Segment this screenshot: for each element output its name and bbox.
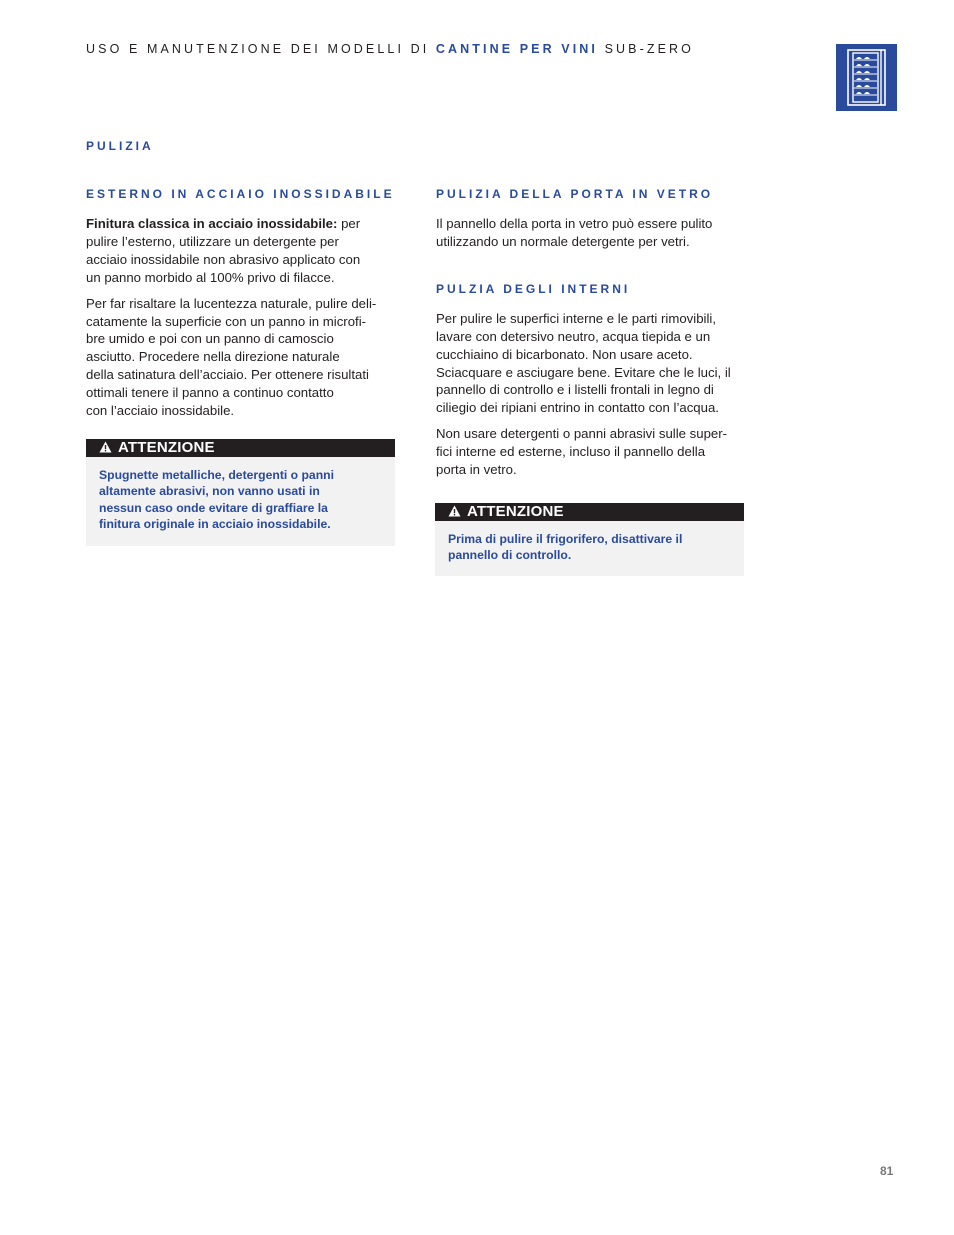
text-line: della satinatura dell’acciaio. Per ottenere risultati	[86, 367, 369, 383]
text-line: catamente la superficie con un panno in microfi-	[86, 313, 367, 329]
text-line: Non usare detergenti o panni abrasivi sulle super-	[436, 426, 728, 442]
running-header	[86, 42, 694, 56]
warning-box-stainless	[86, 439, 395, 546]
warning-header	[435, 503, 744, 521]
header-suffix: SUB-ZERO	[604, 42, 694, 56]
text-line: pannello di controllo e i listelli frontali in legno di	[436, 382, 714, 398]
text-line: per	[341, 216, 361, 231]
text-line: porta in vetro.	[436, 462, 517, 478]
subhead-interior: PULZIA DEGLI INTERNI	[436, 281, 631, 296]
text-line: lavare con detersivo neutro, acqua tiepida e un	[436, 328, 711, 344]
text-line: acciaio inossidabile non abrasivo applicato con	[86, 251, 361, 267]
text-line: utilizzando un normale detergente per vetri.	[436, 233, 690, 249]
right-column	[436, 186, 754, 576]
text-line: altamente abrasivi, non vanno usati in	[99, 484, 320, 499]
page-number: 81	[880, 1164, 894, 1178]
paragraph-no-abrasives	[436, 425, 754, 479]
header-prefix: USO E MANUTENZIONE DEI MODELLI DI	[86, 42, 430, 56]
text-line: cucchiaino di bicarbonato. Non usare aceto.	[436, 346, 693, 362]
text-line: Per pulire le superfici interne e le parti rimovibili,	[436, 310, 716, 326]
text-line: Sciacquare e asciugare bene. Evitare che le luci, il	[436, 364, 731, 380]
paragraph-glass-door	[436, 215, 754, 251]
text-line: un panno morbido al 100% privo di filacce.	[86, 269, 335, 285]
warning-triangle-icon	[99, 441, 112, 453]
subhead-stainless-exterior: ESTERNO IN ACCIAIO INOSSIDABILE	[86, 187, 395, 201]
header-accent: CANTINE PER VINI	[435, 42, 599, 56]
text-line: ciliegio dei ripiani entrino in contatto con l’acqua.	[436, 400, 719, 416]
warning-label: ATTENZIONE	[118, 438, 215, 456]
text-line: asciutto. Procedere nella direzione naturale	[86, 349, 340, 365]
text-line: Prima di pulire il frigorifero, disattivare il	[448, 531, 683, 546]
wine-storage-icon	[836, 44, 897, 111]
text-line: Il pannello della porta in vetro può essere pulito	[436, 216, 713, 231]
warning-header	[86, 439, 395, 457]
text-line: pannello di controllo.	[448, 548, 572, 563]
text-line: con l’acciaio inossidabile.	[86, 403, 235, 419]
text-line: ottimali tenere il panno a continuo contatto	[86, 385, 334, 401]
warning-box-power	[435, 503, 744, 576]
section-title: PULIZIA	[86, 139, 154, 153]
paragraph-interior	[436, 310, 754, 417]
warning-triangle-icon	[448, 505, 461, 517]
subhead-glass-door: PULIZIA DELLA PORTA IN VETRO	[436, 187, 714, 201]
paragraph-classic-finish	[86, 215, 404, 287]
text-line: fici interne ed esterne, incluso il pannello della	[436, 444, 706, 460]
warning-label: ATTENZIONE	[467, 502, 564, 520]
text-line: nessun caso onde evitare di graffiare la	[99, 500, 328, 515]
paragraph-lead: Finitura classica in acciaio inossidabile:	[86, 216, 338, 231]
left-column	[86, 186, 404, 546]
text-line: Per far risaltare la lucentezza naturale, pulire deli-	[86, 295, 377, 311]
text-line: bre umido e poi con un panno di camoscio	[86, 331, 334, 347]
paragraph-microfiber	[86, 295, 404, 420]
warning-text	[86, 457, 395, 533]
text-line: Spugnette metalliche, detergenti o panni	[99, 467, 334, 482]
text-line: finitura originale in acciaio inossidabile.	[99, 517, 331, 532]
text-line: pulire l’esterno, utilizzare un detergente per	[86, 233, 339, 249]
warning-text	[435, 521, 744, 564]
